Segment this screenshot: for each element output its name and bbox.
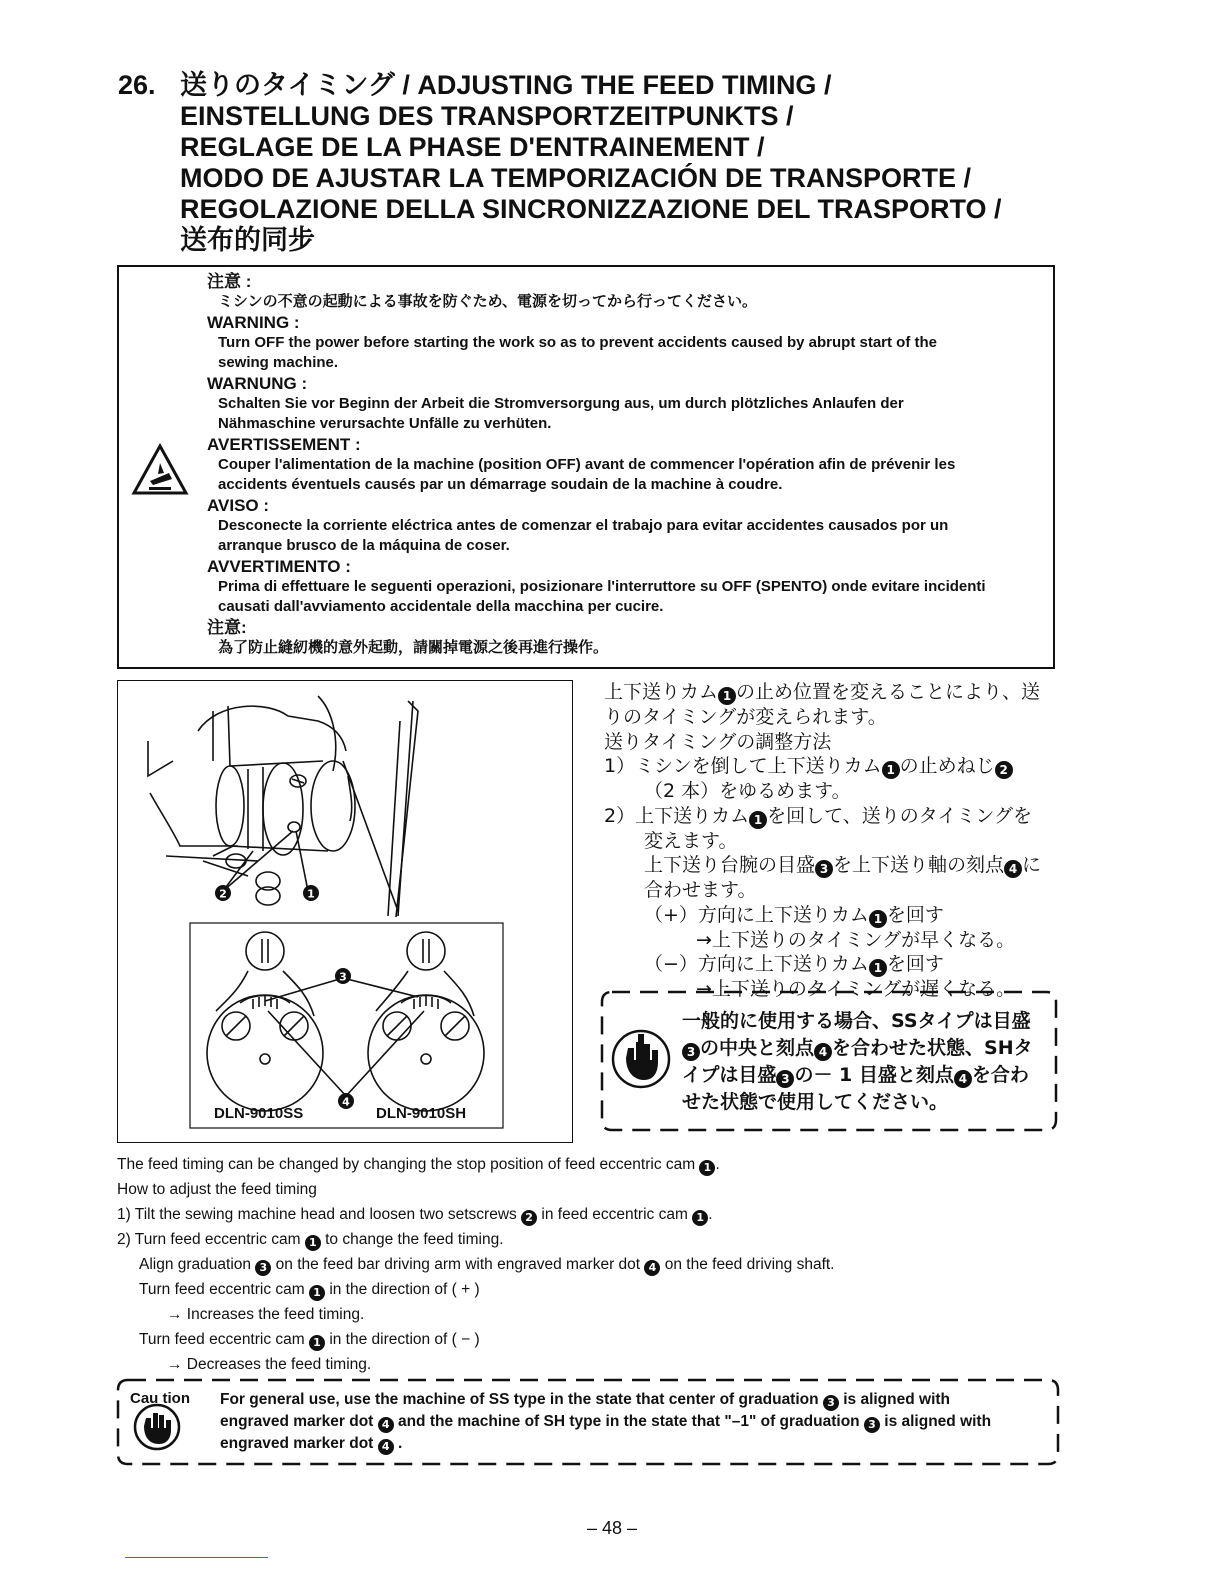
warning-en-heading: WARNING : [207,313,300,332]
ref-4-badge: 4 [814,1043,832,1061]
en-caution-text: For general use, use the machine of SS type in the state that center of graduation 3 is aligned with engraved marker dot 4 and the machine of SH type in the state that "–1" of graduation 3 is aligned with engraved marker dot 4 . [220,1391,992,1453]
marker-4-badge [338,1093,354,1109]
jp-line-1: 上下送りカム 1 の止め位置を変えることにより、送 [604,681,1041,703]
jp-caution-text: 一般的に使用する場合、SSタイプは目盛 3 の中央と刻点 4 を合わせた状態、SHタ イプは目盛 3 の－ 1 目盛と刻点 4 を合わ せた状態で使用してください。 [682,1010,1033,1113]
ref-1-badge: 1 [749,811,767,829]
electric-hazard-warning-icon [131,443,189,497]
warning-content [207,271,1047,658]
title-line-4: MODO DE AJUSTAR LA TEMPORIZACIÓN DE TRANSPORTE / [180,163,972,193]
warning-en-text-2: sewing machine. [218,354,339,371]
title-line-6: 送布的同步 [180,225,315,255]
caution-hand-icon [132,1402,182,1452]
warning-it-text-2: causati dall'avviamento accidentale della macchina per cucire. [218,598,664,615]
svg-text:4: 4 [342,1095,350,1109]
en-instructions [117,1152,1117,1377]
jp-line-13: →上下送りのタイミングが遅くなる。 [696,978,1016,1000]
svg-text:3: 3 [339,970,347,984]
feed-cam-illustration [118,681,574,1144]
ref-1-badge: 1 [309,1335,325,1351]
warning-de-text-2: Nähmaschine verursachte Unfälle zu verhüten. [218,415,552,432]
ref-1-badge: 1 [309,1285,325,1301]
jp-line-6: 2）上下送りカム 1 を回して、送りのタイミングを [604,804,1032,827]
ref-1-badge: 1 [869,910,887,928]
title-line-1: 26. 送りのタイミング / ADJUSTING THE FEED TIMING / [118,70,832,100]
en-line-1: The feed timing can be changed by changing the stop position of feed eccentric cam 1 . [117,1156,720,1174]
ref-4-badge: 4 [378,1439,394,1455]
warning-box [117,265,1055,669]
warning-jp-text: ミシンの不意の起動による事故を防ぐため、電源を切ってから行ってください。 [218,293,758,310]
jp-line-5: （2 本）をゆるめます。 [644,780,851,802]
warning-fr-text-2: accidents éventuels causés par un démarrage soudain de la machine à coudre. [218,476,783,493]
footer-rule [125,1557,268,1558]
warning-de-text-1: Schalten Sie vor Beginn der Arbeit die Stromversorgung aus, um durch plötzliches Anlaufen der [218,395,904,412]
jp-line-2: りのタイミングが変えられます。 [604,706,887,728]
jp-line-9: 合わせます。 [644,879,757,901]
ref-4-badge: 4 [644,1260,660,1276]
warning-de-heading: WARNUNG : [207,374,308,393]
label-dln-9010sh: DLN-9010SH [376,1105,467,1122]
warning-es-text-1: Desconecte la corriente eléctrica antes de comenzar el trabajo para evitar accidentes causados por un [218,517,949,534]
warning-fr-text-1: Couper l'alimentation de la machine (position OFF) avant de commencer l'opération afin de prévenir les [218,456,956,473]
svg-text:2: 2 [219,887,227,901]
svg-text:1: 1 [307,887,315,901]
jp-caution-box [598,990,1060,1132]
ref-1-badge: 1 [305,1235,321,1251]
title-line-5: REGOLAZIONE DELLA SINCRONIZZAZIONE DEL TRASPORTO / [180,194,1002,224]
page-title [118,70,1118,256]
page-number: – 48 – [586,1518,638,1538]
ref-1-badge: 1 [882,761,900,779]
ref-3-badge: 3 [776,1070,794,1088]
ref-3-badge: 3 [815,860,833,878]
caution-label: Cau tion [130,1390,190,1407]
warning-jp-heading: 注意 : [207,272,252,291]
warning-zh-text: 為了防止縫紉機的意外起動，請關掉電源之後再進行操作。 [218,639,609,656]
title-line-2: EINSTELLUNG DES TRANSPORTZEITPUNKTS / [180,101,794,131]
feed-cam-figure [117,680,573,1143]
jp-line-7: 変えます。 [644,829,738,852]
warning-en-text-1: Turn OFF the power before starting the work so as to prevent accidents caused by abrupt start of the [218,334,938,351]
en-line-7: → Increases the feed timing. [167,1306,365,1323]
marker-2-badge [215,885,231,901]
marker-1-badge [303,885,319,901]
warning-es-heading: AVISO : [207,496,270,515]
warning-zh-heading: 注意: [207,618,247,637]
title-line-3: REGLAGE DE LA PHASE D'ENTRAINEMENT / [180,132,765,162]
en-line-2: How to adjust the feed timing [117,1181,317,1198]
ref-2-badge: 2 [995,761,1013,779]
en-line-9: → Decreases the feed timing. [167,1356,372,1373]
warning-fr-heading: AVERTISSEMENT : [207,435,361,454]
en-line-8: Turn feed eccentric cam 1 in the direction of ( − ) [139,1331,480,1349]
jp-line-12: （−）方向に上下送りカム 1 を回す [644,953,944,975]
jp-line-11: →上下送りのタイミングが早くなる。 [696,928,1016,951]
marker-3-badge [335,968,351,984]
ref-2-badge: 2 [521,1210,537,1226]
jp-instructions [604,680,1064,1002]
jp-line-10: （+）方向に上下送りカム 1 を回す [644,903,944,926]
en-line-5: Align graduation 3 on the feed bar driving arm with engraved marker dot 4 on the feed driving shaft. [139,1256,835,1274]
en-line-3: 1) Tilt the sewing machine head and loosen two setscrews 2 in feed eccentric cam 1 . [117,1206,713,1224]
ref-4-badge: 4 [378,1417,394,1433]
caution-hand-icon [610,1028,672,1090]
ref-3-badge: 3 [864,1417,880,1433]
ref-3-badge: 3 [255,1260,271,1276]
jp-line-4: 1）ミシンを倒して上下送りカム 1 の止めねじ 2 [604,754,1064,779]
ref-4-badge: 4 [954,1070,972,1088]
en-caution-box [114,1378,1062,1466]
ref-1-badge: 1 [692,1210,708,1226]
warning-es-text-2: arranque brusco de la máquina de coser. [218,537,510,554]
en-line-6: Turn feed eccentric cam 1 in the direction of ( + ) [139,1281,480,1299]
jp-line-8: 上下送り台腕の目盛 3 を上下送り軸の刻点 4 に [644,854,1042,876]
ref-1-badge: 1 [869,959,887,977]
ref-3-badge: 3 [682,1043,700,1061]
warning-it-text-1: Prima di effettuare le seguenti operazioni, posizionare l'interruttore su OFF (SPENTO) onde evitare incidenti [218,578,986,595]
en-line-4: 2) Turn feed eccentric cam 1 to change the feed timing. [117,1231,504,1249]
ref-4-badge: 4 [1004,860,1022,878]
ref-1-badge: 1 [699,1160,715,1176]
ref-1-badge: 1 [718,687,736,705]
jp-line-3: 送りタイミングの調整方法 [604,730,832,753]
ref-3-badge: 3 [823,1395,839,1411]
warning-it-heading: AVVERTIMENTO : [207,557,351,576]
label-dln-9010ss: DLN-9010SS [214,1105,304,1122]
